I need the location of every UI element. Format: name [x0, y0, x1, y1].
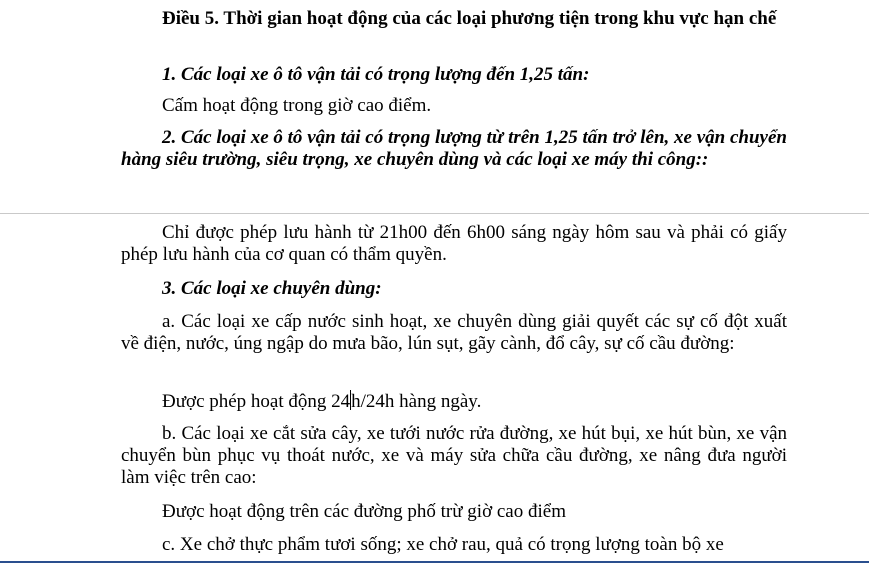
item3b-rule: Được hoạt động trên các đường phố trừ giờ cao điểm [162, 501, 566, 522]
item3a-rule [121, 390, 787, 413]
item2-heading: 2. Các loại xe ô tô vận tải có trọng lượng từ trên 1,25 tấn trở lên, xe vận chuyển hàng siêu trường, siêu trọng, xe chuyên dùng và các loại xe máy thi công:: [121, 127, 787, 170]
item3a-rule-part2: h/24h hàng ngày. [351, 391, 482, 412]
item1-body: Cấm hoạt động trong giờ cao điểm. [162, 95, 432, 116]
item3a-body: a. Các loại xe cấp nước sinh hoạt, xe chuyên dùng giải quyết các sự cố đột xuất về điện, nước, úng ngập do mưa bão, lún sụt, gãy cành, đổ cây, sự cố cầu đường: [121, 311, 787, 354]
item3b-body: b. Các loại xe cắt sửa cây, xe tưới nước rửa đường, xe hút bụi, xe hút bùn, xe vận chuyển bùn phục vụ thoát nước, xe và máy sửa chữa cầu đường, xe nâng đưa người làm việc trên cao: [121, 423, 787, 488]
item3c-body: c. Xe chở thực phẩm tươi sống; xe chở rau, quả có trọng lượng toàn bộ xe [162, 534, 724, 555]
page-break-divider [0, 213, 869, 214]
item3a-rule-part1: Được phép hoạt động 24 [162, 391, 351, 412]
article-heading: Điều 5. Thời gian hoạt động của các loại phương tiện trong khu vực hạn chế [162, 8, 777, 29]
item3-heading: 3. Các loại xe chuyên dùng: [162, 278, 382, 299]
item2-body: Chỉ được phép lưu hành từ 21h00 đến 6h00 sáng ngày hôm sau và phải có giấy phép lưu hành của cơ quan có thẩm quyền. [121, 222, 787, 265]
item1-heading: 1. Các loại xe ô tô vận tải có trọng lượng đến 1,25 tấn: [162, 64, 590, 85]
